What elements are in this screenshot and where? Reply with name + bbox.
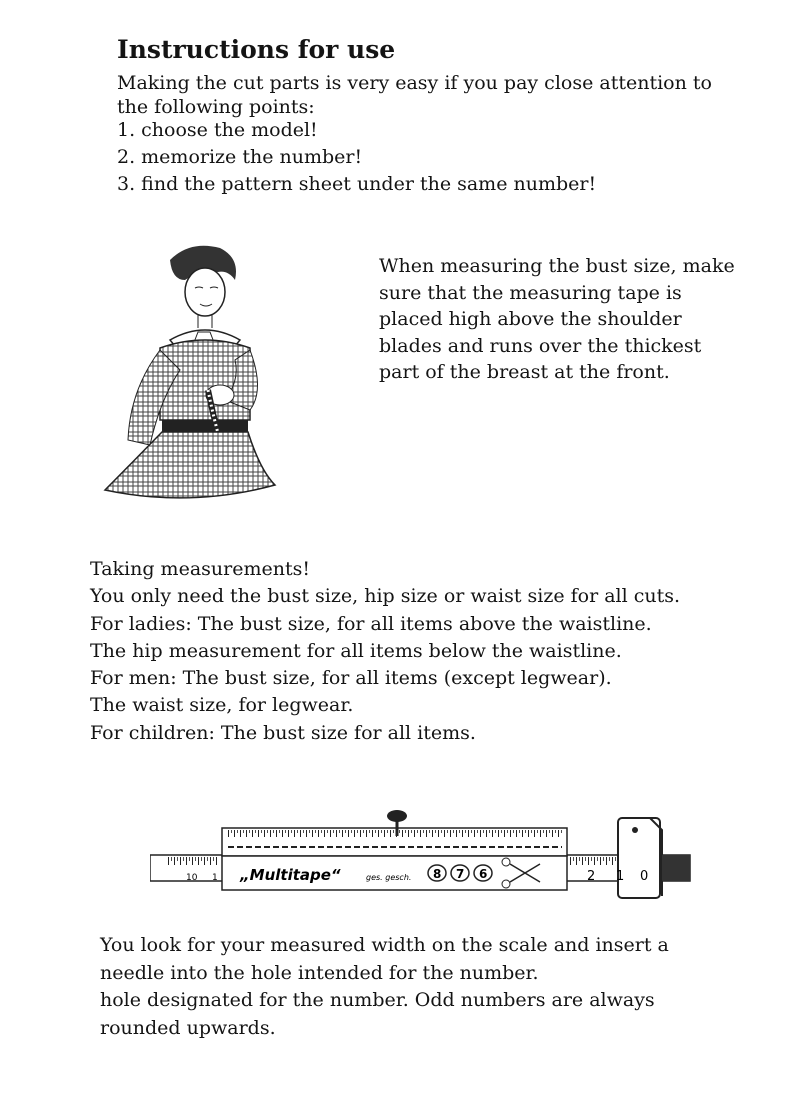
measurements-heading: Taking measurements! xyxy=(90,558,310,580)
measurement-line: The hip measurement for all items below the waistline. xyxy=(90,639,622,662)
scale-instructions xyxy=(100,932,720,1042)
scale-line: needle into the hole intended for the number. xyxy=(100,961,539,984)
measurement-line: For children: The bust size for all items. xyxy=(90,721,476,744)
page-title: Instructions for use xyxy=(117,35,396,64)
tape-left-number: 10 xyxy=(186,873,198,883)
step-item: 2. memorize the number! xyxy=(117,146,363,168)
measurements-section xyxy=(90,556,710,747)
tape-left-number: 1 xyxy=(212,873,218,883)
measurement-line: You only need the bust size, hip size or waist size for all cuts. xyxy=(90,585,681,608)
tape-right-number: 2 xyxy=(587,869,596,884)
scale-line: hole designated for the number. Odd numbers are always xyxy=(100,989,655,1011)
measurement-line: For men: The bust size, for all items (except legwear). xyxy=(90,667,612,690)
tape-digit: 8 xyxy=(433,867,442,881)
tape-right-number: 1 xyxy=(616,869,625,884)
intro-text: Making the cut parts is very easy if you pay close attention to the following points: xyxy=(117,72,712,118)
scale-line: You look for your measured width on the scale and insert a xyxy=(100,934,669,956)
multitape-ruler-illustration xyxy=(150,800,695,915)
measurement-line: The waist size, for legwear. xyxy=(90,694,354,717)
measurement-line: For ladies: The bust size, for all items above the waistline. xyxy=(90,612,652,635)
scale-line: rounded upwards. xyxy=(100,1016,276,1039)
tape-digit: 6 xyxy=(479,867,488,881)
multitape-brand: „Multitape“ xyxy=(240,866,341,884)
tape-suffix: ges. gesch. xyxy=(366,873,412,882)
tape-digit: 7 xyxy=(456,867,465,881)
bust-measuring-note: When measuring the bust size, make sure that the measuring tape is placed high above the shoulder blades and runs over the thickest part of the breast at the front. xyxy=(379,255,735,383)
steps-list xyxy=(117,117,596,198)
step-item: 3. find the pattern sheet under the same number! xyxy=(117,173,597,195)
step-item: 1. choose the model! xyxy=(117,119,318,141)
tape-right-number: 0 xyxy=(640,869,649,884)
woman-measuring-illustration xyxy=(100,240,285,505)
